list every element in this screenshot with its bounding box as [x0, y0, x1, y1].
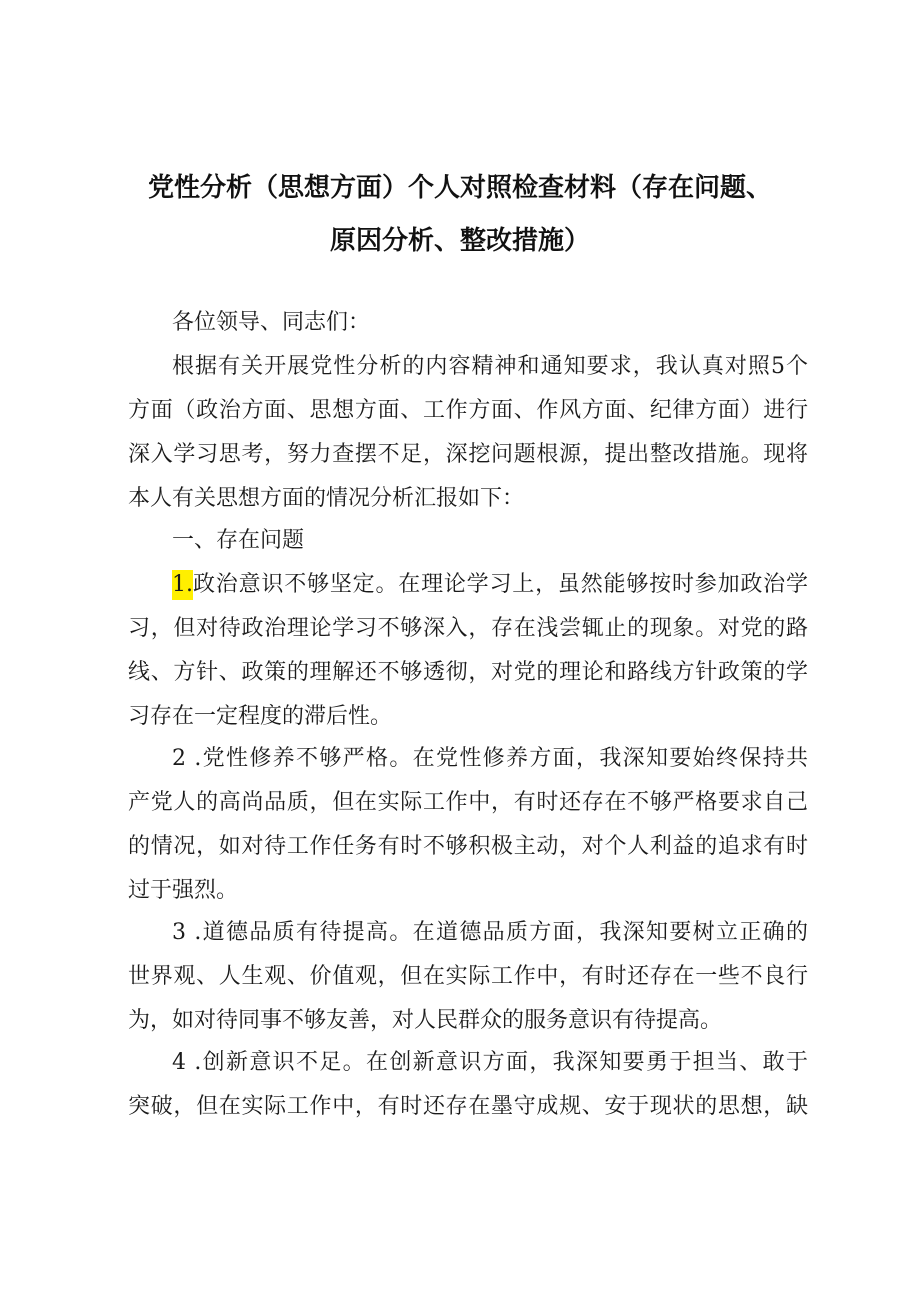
item-2-line: 过于强烈。: [128, 878, 239, 903]
section-heading: 一、存在问题: [172, 528, 305, 553]
item-3-line: 世界观、人生观、价值观，但在实际工作中，有时还存在一些不良行: [128, 964, 808, 989]
item-1-first-text: 政治意识不够坚定。在理论学习上，虽然能够按时参加政治学: [193, 572, 808, 597]
item-1-first-line: [172, 570, 808, 600]
intro-line: 方面（政治方面、思想方面、工作方面、作风方面、纪律方面）进行: [128, 398, 808, 423]
item-3-line: 3 .道德品质有待提高。在道德品质方面，我深知要树立正确的: [172, 920, 808, 945]
document-body: [128, 0, 808, 1301]
intro-line: 本人有关思想方面的情况分析汇报如下：: [128, 486, 525, 511]
item-4-line: 突破，但在实际工作中，有时还存在墨守成规、安于现状的思想，缺: [128, 1094, 808, 1119]
item-1-line: 习存在一定程度的滞后性。: [128, 704, 393, 729]
item-3-line: 为，如对待同事不够友善，对人民群众的服务意识有待提高。: [128, 1008, 723, 1033]
intro-line: 根据有关开展党性分析的内容精神和通知要求，我认真对照5个: [172, 354, 808, 379]
greeting: 各位领导、同志们：: [172, 310, 371, 335]
intro-line: 深入学习思考，努力查摆不足，深挖问题根源，提出整改措施。现将: [128, 442, 808, 467]
highlighted-item-number: 1.: [172, 570, 193, 600]
item-2-line: 的情况，如对待工作任务有时不够积极主动，对个人利益的追求有时: [128, 834, 808, 859]
item-2-line: 产党人的高尚品质，但在实际工作中，有时还存在不够严格要求自己: [128, 790, 808, 815]
item-1-line: 习，但对待政治理论学习不够深入，存在浅尝辄止的现象。对党的路: [128, 616, 808, 641]
document-title-line-1: 党性分析（思想方面）个人对照检查材料（存在问题、: [147, 173, 772, 203]
item-4-line: 4 .创新意识不足。在创新意识方面，我深知要勇于担当、敢于: [172, 1050, 808, 1075]
item-1-line: 线、方针、政策的理解还不够透彻，对党的理论和路线方针政策的学: [128, 660, 808, 685]
document-title-line-2: 原因分析、整改措施）: [329, 226, 590, 256]
item-2-line: 2 .党性修养不够严格。在党性修养方面，我深知要始终保持共: [172, 746, 808, 771]
